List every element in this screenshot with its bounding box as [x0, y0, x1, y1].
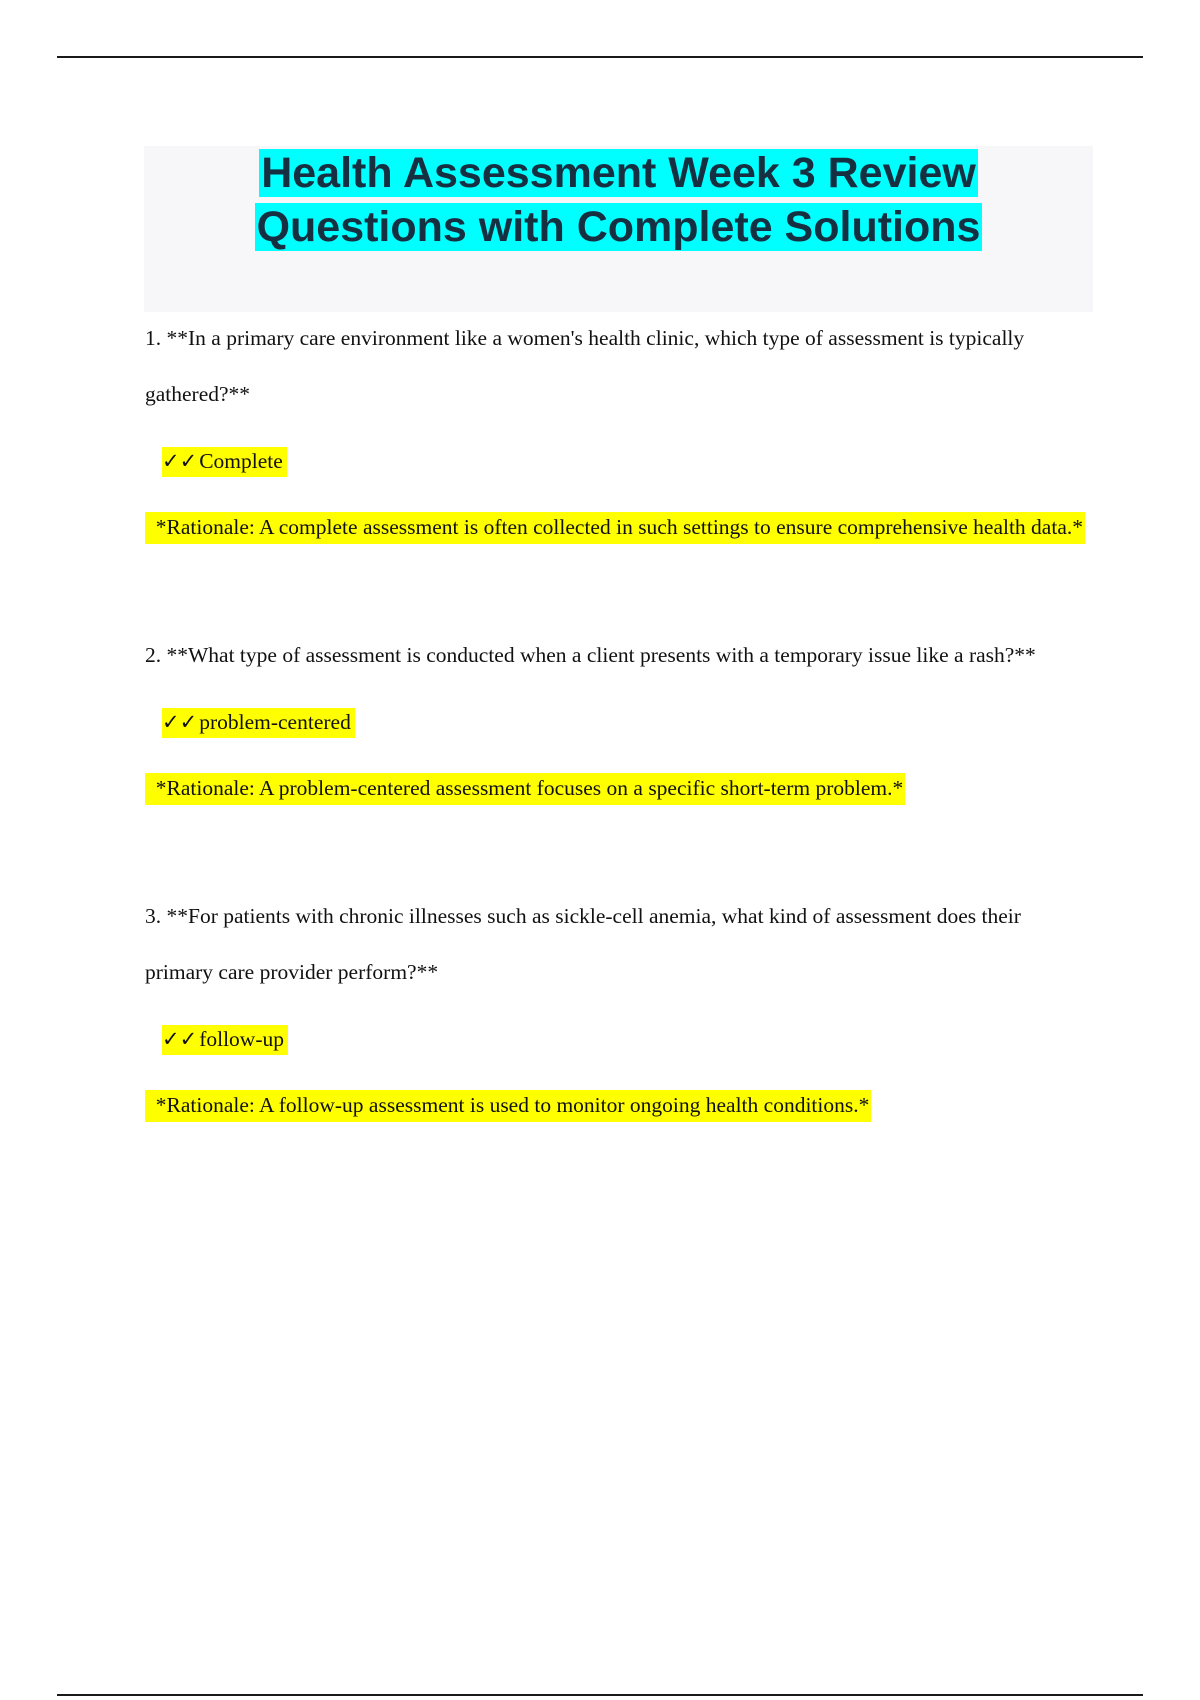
answer-line — [162, 439, 1085, 483]
title-line-2: Questions with Complete Solutions — [256, 203, 981, 251]
question-item-2 — [145, 627, 1085, 816]
question-list — [145, 300, 1085, 1133]
question-text: 2. **What type of assessment is conducted when a client presents with a temporary issue like a rash?** — [145, 643, 1036, 667]
rationale-line — [145, 1077, 1085, 1133]
answer-highlight — [162, 708, 355, 738]
double-check-icon: ✓✓ — [162, 708, 199, 738]
rationale-text: *Rationale: A follow-up assessment is used to monitor ongoing health conditions.* — [145, 1090, 871, 1122]
answer-line — [162, 1017, 1085, 1061]
question-item-3 — [145, 888, 1085, 1133]
answer-highlight — [162, 447, 287, 477]
rationale-line — [145, 760, 1085, 816]
double-check-icon: ✓✓ — [162, 1025, 199, 1055]
rationale-text: *Rationale: A complete assessment is often collected in such settings to ensure comprehensive health data.* — [145, 512, 1085, 544]
footer-rule — [57, 1694, 1143, 1696]
answer-highlight — [162, 1025, 288, 1055]
header-rule — [57, 56, 1143, 58]
question-text: 3. **For patients with chronic illnesses such as sickle-cell anemia, what kind of assessment does their primary care provider perform?** — [145, 904, 1021, 984]
title-line-1: Health Assessment Week 3 Review — [261, 149, 976, 197]
document-title — [144, 146, 1093, 254]
rationale-line — [145, 499, 1085, 555]
answer-text: Complete — [199, 447, 285, 477]
answer-text: problem-centered — [199, 708, 353, 738]
double-check-icon: ✓✓ — [162, 447, 199, 477]
answer-text: follow-up — [199, 1025, 286, 1055]
rationale-text: *Rationale: A problem-centered assessment focuses on a specific short-term problem.* — [145, 773, 905, 805]
answer-line — [162, 700, 1085, 744]
question-item-1 — [145, 310, 1085, 555]
question-text: 1. **In a primary care environment like a women's health clinic, which type of assessment is typically gathered?** — [145, 326, 1025, 406]
